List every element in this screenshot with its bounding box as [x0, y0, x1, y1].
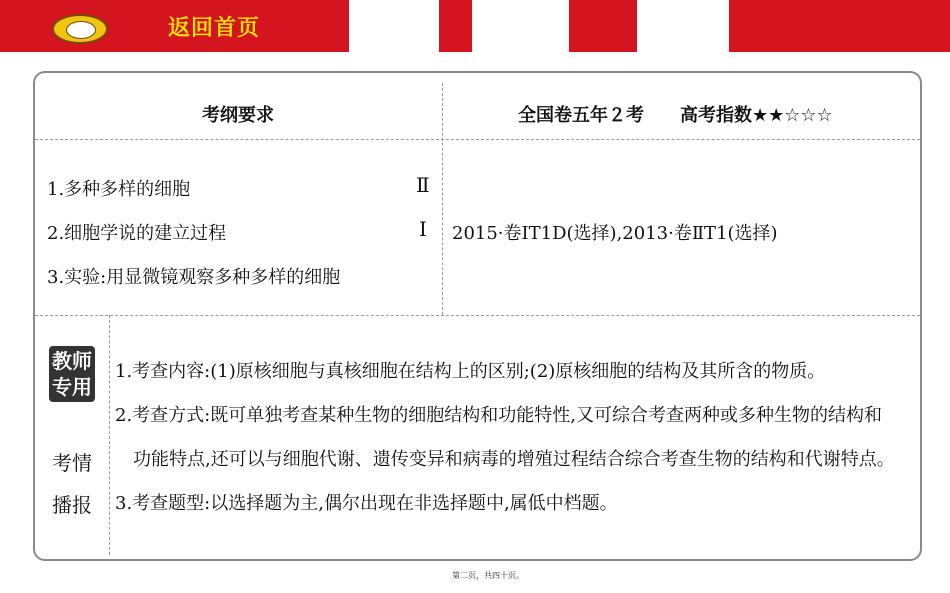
bar-segment-red [569, 0, 637, 52]
requirement-level: Ⅰ [419, 217, 427, 241]
requirement-level: Ⅱ [416, 173, 430, 197]
header-syllabus: 考纲要求 [202, 105, 274, 126]
bar-segment-red [439, 0, 472, 52]
column-divider [442, 83, 443, 315]
teacher-only-badge [49, 346, 95, 402]
content-card [33, 71, 922, 561]
exam-references: 2015·卷ⅠT1D(选择),2013·卷ⅡT1(选择) [452, 223, 778, 244]
row-divider [35, 139, 920, 140]
exam-note: 2.考查方式:既可单独考查某种生物的细胞结构和功能特性,又可综合考查两种或多种生物的结构和 [115, 405, 882, 426]
top-navigation-bar [0, 0, 950, 52]
logo-center-icon [66, 21, 96, 39]
row-divider [35, 315, 920, 316]
header-exam-index: 全国卷五年２考 高考指数★★☆☆☆ [518, 105, 833, 126]
bar-segment-white [637, 0, 729, 52]
badge-line: 教师 [52, 349, 92, 373]
column-divider [109, 315, 110, 555]
bar-segment-white [349, 0, 439, 52]
bar-segment-red [729, 0, 950, 52]
page-footer: 第二页，共四十页。 [452, 571, 524, 580]
requirement-item: 2.细胞学说的建立过程 [47, 223, 227, 244]
exam-note: 1.考查内容:(1)原核细胞与真核细胞在结构上的区别;(2)原核细胞的结构及其所含的物质。 [115, 361, 826, 382]
bar-segment-white [472, 0, 569, 52]
exam-note: 功能特点,还可以与细胞代谢、遗传变异和病毒的增殖过程结合综合考查生物的结构和代谢特点。 [133, 449, 895, 470]
requirement-item: 3.实验:用显微镜观察多种多样的细胞 [47, 267, 341, 288]
exam-report-label: 播报 [52, 493, 92, 517]
requirement-item: 1.多种多样的细胞 [47, 179, 191, 200]
badge-line: 专用 [52, 375, 92, 399]
exam-report-label: 考情 [52, 451, 92, 475]
exam-note: 3.考查题型:以选择题为主,偶尔出现在非选择题中,属低中档题。 [115, 493, 618, 514]
publisher-logo [52, 14, 108, 44]
back-to-home-button[interactable]: 返回首页 [168, 16, 261, 41]
